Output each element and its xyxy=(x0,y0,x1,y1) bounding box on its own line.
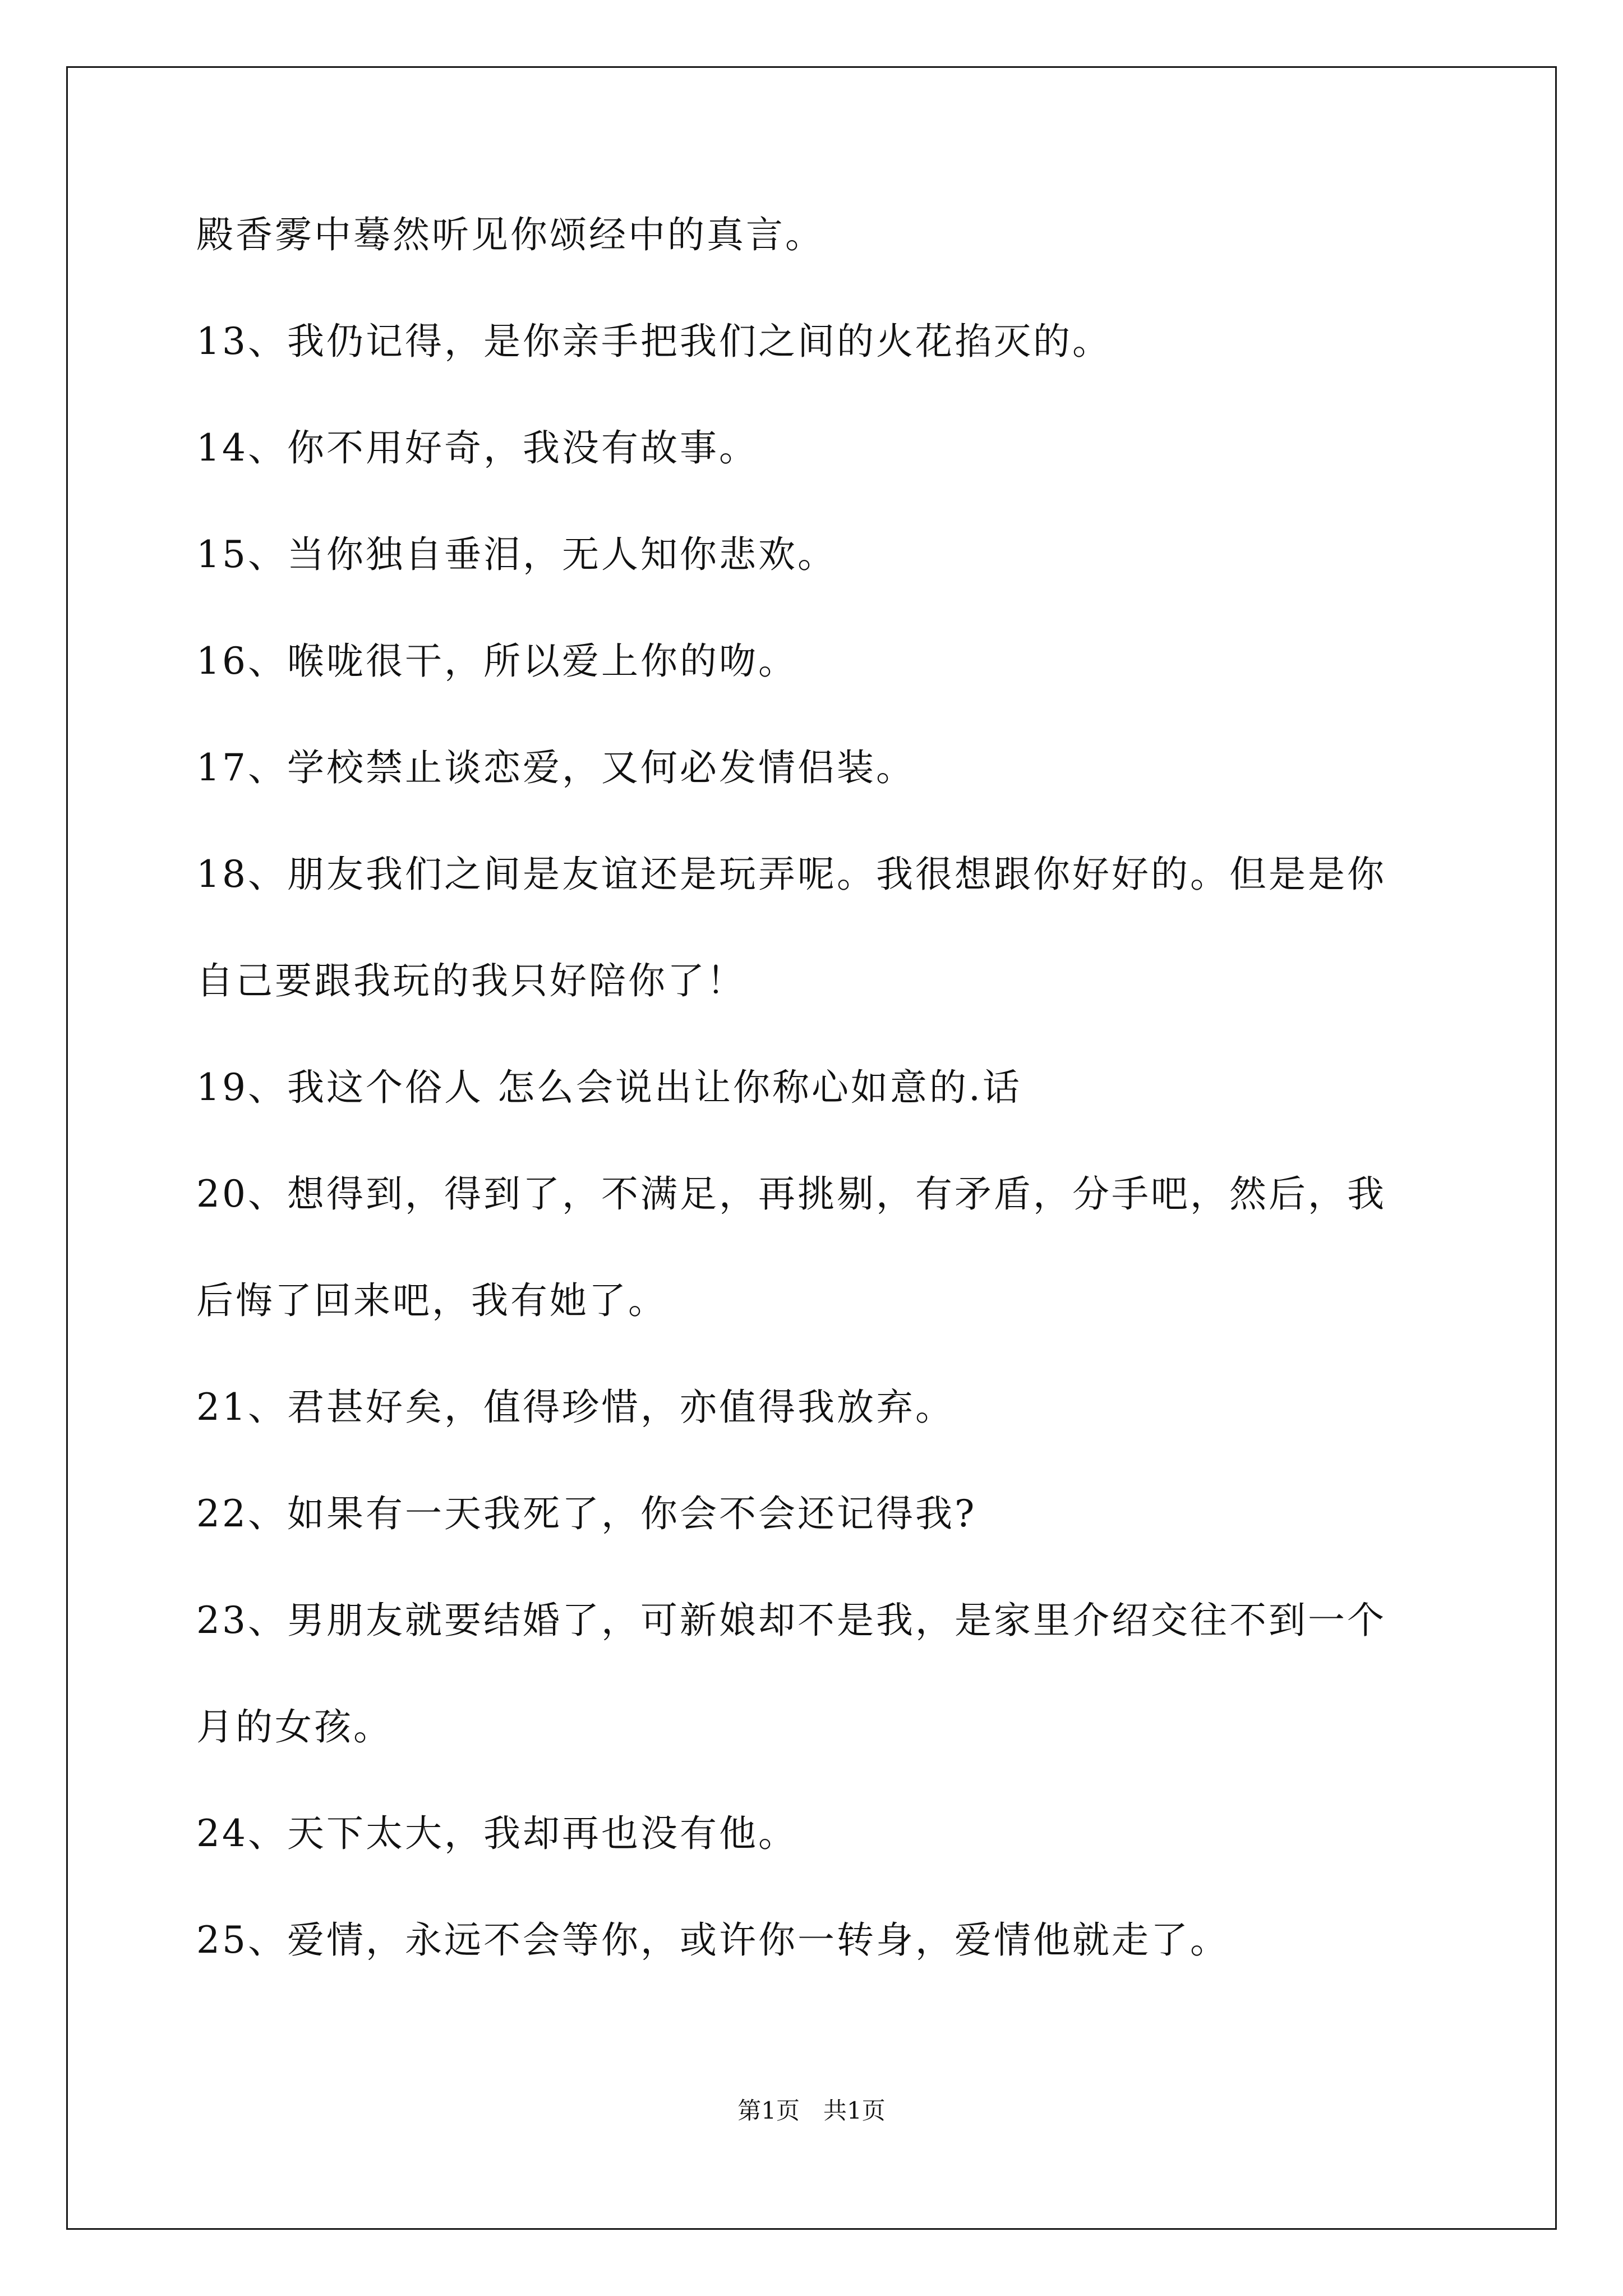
text-line: 15、当你独自垂泪，无人知你悲欢。 xyxy=(196,533,837,576)
text-line: 14、你不用好奇，我没有故事。 xyxy=(196,426,758,470)
text-line: 22、如果有一天我死了，你会不会还记得我? xyxy=(196,1492,977,1535)
text-line: 24、天下太大，我却再也没有他。 xyxy=(196,1812,797,1855)
text-line: 后悔了回来吧，我有她了。 xyxy=(196,1279,667,1322)
text-line: 19、我这个俗人 怎么会说出让你称心如意的.话 xyxy=(196,1066,1022,1109)
text-line: 殿香雾中蓦然听见你颂经中的真言。 xyxy=(196,213,824,256)
page-frame xyxy=(66,66,1557,2230)
text-line: 自己要跟我玩的我只好陪你了！ xyxy=(196,959,746,1002)
text-line: 17、学校禁止谈恋爱，又何必发情侣装。 xyxy=(196,746,915,789)
text-line: 13、我仍记得，是你亲手把我们之间的火花掐灭的。 xyxy=(196,320,1112,363)
text-line: 18、朋友我们之间是友谊还是玩弄呢。我很想跟你好好的。但是是你 xyxy=(196,853,1386,896)
page-number-footer: 第1页 共1页 xyxy=(737,2097,886,2124)
text-line: 16、喉咙很干，所以爱上你的吻。 xyxy=(196,639,797,683)
text-line: 21、君甚好矣，值得珍惜，亦值得我放弃。 xyxy=(196,1386,955,1429)
text-line: 23、男朋友就要结婚了，可新娘却不是我，是家里介绍交往不到一个 xyxy=(196,1599,1386,1642)
text-line: 20、想得到，得到了，不满足，再挑剔，有矛盾，分手吧，然后，我 xyxy=(196,1172,1386,1216)
text-line: 25、爱情，永远不会等你，或许你一转身，爱情他就走了。 xyxy=(196,1918,1229,1962)
text-line: 月的女孩。 xyxy=(196,1705,393,1749)
